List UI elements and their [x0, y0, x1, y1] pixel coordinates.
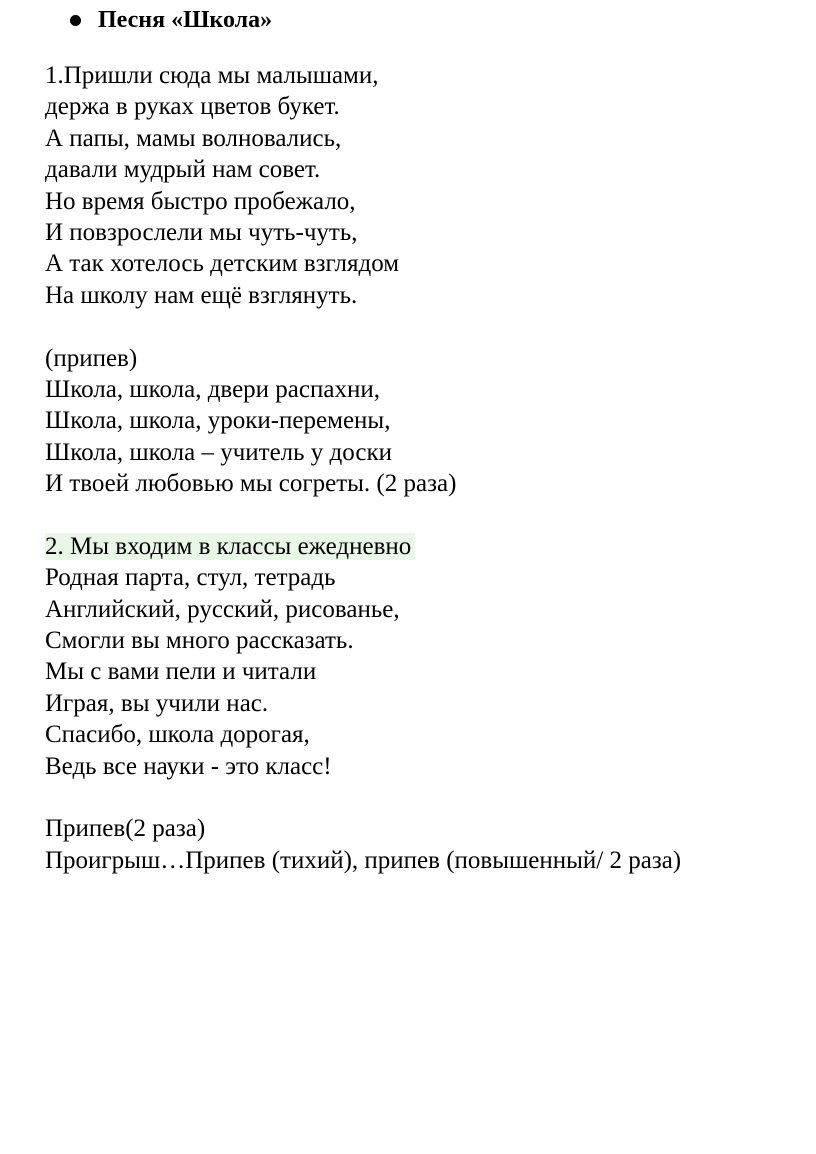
- verse2-line: Ведь все науки - это класс!: [45, 752, 332, 780]
- verse2-line: Смогли вы много рассказать.: [45, 627, 354, 655]
- chorus-line: Школа, школа, двери распахни,: [45, 375, 380, 403]
- bullet-icon: [70, 15, 81, 26]
- outro-line: Припев(2 раза): [45, 815, 206, 843]
- chorus-line: Школа, школа, уроки-перемены,: [45, 407, 391, 435]
- verse2-line: Мы с вами пели и читали: [45, 658, 317, 686]
- verse1-line: А так хотелось детским взглядом: [45, 250, 400, 278]
- verse2-line: Родная парта, стул, тетрадь: [45, 564, 336, 592]
- highlighted-text: 2. Мы входим в классы ежедневно: [45, 533, 415, 560]
- verse1-line: И повзрослели мы чуть-чуть,: [45, 218, 358, 246]
- song-title: Песня «Школа»: [98, 6, 273, 33]
- verse2-line: Спасибо, школа дорогая,: [45, 721, 310, 749]
- verse1-line: Но время быстро пробежало,: [45, 187, 356, 215]
- verse1-line: На школу нам ещё взглянуть.: [45, 281, 358, 309]
- outro-line: Проигрыш…Припев (тихий), припев (повышенный/ 2 раза): [45, 846, 682, 874]
- verse1-line: держа в руках цветов букет.: [45, 93, 340, 121]
- blank-line: [45, 311, 805, 342]
- verse2-line: Английский, русский, рисованье,: [45, 595, 400, 623]
- verse1-line: 1.Пришли сюда мы малышами,: [45, 62, 379, 89]
- blank-line: [45, 782, 805, 813]
- verse2-line: Играя, вы учили нас.: [45, 689, 269, 717]
- chorus-line: Школа, школа – учитель у доски: [45, 438, 393, 466]
- verse2-line-highlighted: [45, 531, 805, 562]
- chorus-label: (припев): [45, 344, 138, 372]
- verse1-line: давали мудрый нам совет.: [45, 156, 321, 184]
- blank-line: [45, 499, 805, 530]
- lyrics: [45, 60, 805, 876]
- chorus-line: И твоей любовью мы согреты. (2 раза): [45, 470, 457, 498]
- verse1-line: А папы, мамы волновались,: [45, 124, 342, 152]
- song-title-row: [70, 3, 272, 37]
